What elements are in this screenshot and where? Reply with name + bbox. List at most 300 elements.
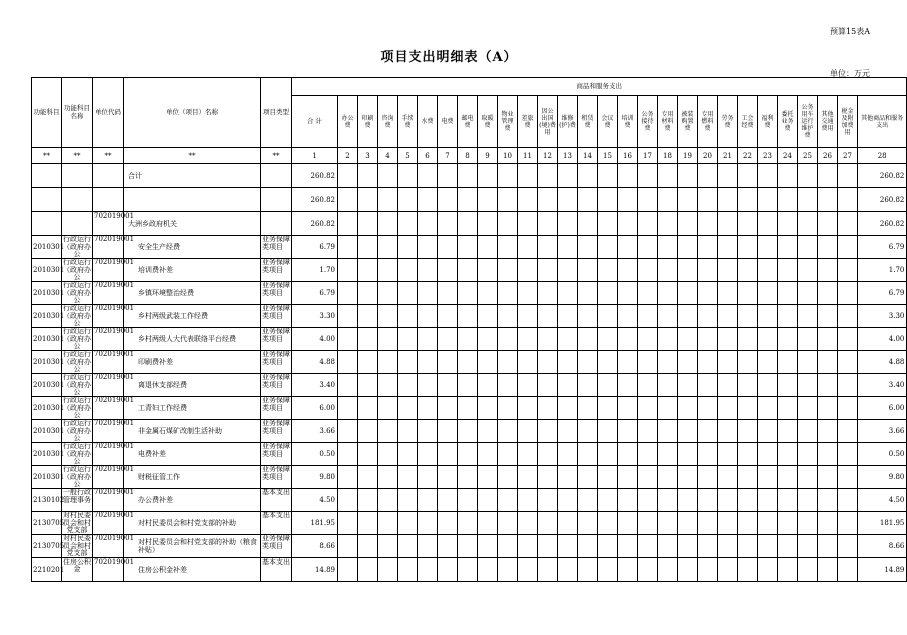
project-type-cell-text: 基本支出 (262, 511, 290, 519)
index-cell: 26 (818, 148, 838, 164)
empty-cell (838, 259, 858, 282)
project-type-cell (261, 466, 292, 489)
empty-cell (718, 351, 738, 374)
empty-cell (338, 236, 358, 259)
total-cell: 3.40 (292, 374, 338, 397)
empty-cell (358, 351, 378, 374)
empty-cell (418, 164, 438, 188)
empty-cell (698, 535, 718, 558)
index-cell: 10 (498, 148, 518, 164)
empty-cell (718, 328, 738, 351)
header-col-27: 税金及附加费用 (838, 96, 858, 148)
empty-cell (338, 420, 358, 443)
empty-cell (338, 374, 358, 397)
empty-cell (498, 374, 518, 397)
empty-cell (498, 535, 518, 558)
header-col-13: 维修(护)费 (558, 96, 578, 148)
table-row (32, 351, 907, 374)
table-row (32, 164, 907, 188)
empty-cell (578, 212, 598, 236)
other-expense-cell: 6.79 (858, 282, 907, 305)
table-row (32, 397, 907, 420)
empty-cell (698, 466, 718, 489)
table-row (32, 236, 907, 259)
empty-cell (598, 420, 618, 443)
empty-cell (338, 443, 358, 466)
table-row (32, 305, 907, 328)
index-cell: 3 (358, 148, 378, 164)
empty-cell (338, 351, 358, 374)
index-cell: ** (62, 148, 93, 164)
func-name-cell-text (63, 165, 91, 187)
empty-cell (778, 282, 798, 305)
empty-cell (498, 420, 518, 443)
func-name-cell (62, 259, 93, 282)
empty-cell (798, 420, 818, 443)
project-type-cell (261, 259, 292, 282)
project-type-cell-text: 基本支出 (262, 488, 290, 496)
index-cell: 12 (538, 148, 558, 164)
empty-cell (378, 489, 398, 512)
header-unit-name: 单位（项目）名称 (124, 78, 261, 148)
empty-cell (738, 188, 758, 212)
empty-cell (358, 466, 378, 489)
other-expense-cell: 3.66 (858, 420, 907, 443)
index-cell: 8 (458, 148, 478, 164)
empty-cell (478, 466, 498, 489)
empty-cell (778, 489, 798, 512)
empty-cell (498, 188, 518, 212)
index-cell: 28 (858, 148, 907, 164)
unit-name-cell: 工青妇工作经费 (124, 397, 261, 420)
unit-code-cell-text: 702019001 (94, 534, 135, 542)
empty-cell (718, 164, 738, 188)
empty-cell (458, 212, 478, 236)
empty-cell (718, 535, 738, 558)
empty-cell (478, 212, 498, 236)
empty-cell (518, 305, 538, 328)
empty-cell (738, 397, 758, 420)
empty-cell (518, 443, 538, 466)
empty-cell (638, 164, 658, 188)
empty-cell (418, 328, 438, 351)
empty-cell (618, 420, 638, 443)
func-name-cell (62, 466, 93, 489)
empty-cell (478, 558, 498, 582)
project-type-cell-text: 业务保障类项目 (262, 442, 290, 458)
empty-cell (718, 443, 738, 466)
empty-cell (358, 164, 378, 188)
empty-cell (658, 374, 678, 397)
empty-cell (798, 374, 818, 397)
empty-cell (578, 305, 598, 328)
empty-cell (678, 443, 698, 466)
other-expense-cell: 4.50 (858, 489, 907, 512)
unit-code-cell (93, 327, 135, 351)
empty-cell (398, 328, 418, 351)
empty-cell (658, 397, 678, 420)
empty-cell (578, 489, 598, 512)
table-row (32, 374, 907, 397)
unit-label: 单位：万元 (830, 69, 870, 78)
empty-cell (378, 374, 398, 397)
func-name-cell (62, 236, 93, 259)
empty-cell (498, 558, 518, 582)
empty-cell (798, 351, 818, 374)
total-cell: 181.95 (292, 512, 338, 535)
total-cell: 260.82 (292, 164, 338, 188)
empty-cell (698, 443, 718, 466)
empty-cell (418, 305, 438, 328)
empty-cell (478, 305, 498, 328)
empty-cell (538, 188, 558, 212)
empty-cell (738, 443, 758, 466)
empty-cell (698, 305, 718, 328)
header-col-18: 专用材料费 (658, 96, 678, 148)
func-name-cell-text (63, 213, 91, 235)
func-name-cell (62, 512, 93, 535)
func-name-cell (62, 374, 93, 397)
empty-cell (538, 374, 558, 397)
other-expense-cell: 260.82 (858, 164, 907, 188)
empty-cell (638, 188, 658, 212)
total-cell: 14.89 (292, 558, 338, 582)
empty-cell (798, 164, 818, 188)
empty-cell (758, 305, 778, 328)
unit-name-cell: 印刷费补差 (124, 351, 261, 374)
func-code-cell: 2010301 (32, 420, 62, 443)
func-name-cell (62, 305, 93, 328)
func-name-cell-text: 行政运行（政府办公 (63, 235, 91, 258)
empty-cell (418, 351, 438, 374)
empty-cell (378, 351, 398, 374)
empty-cell (438, 397, 458, 420)
empty-cell (518, 558, 538, 582)
unit-code-cell (93, 465, 135, 489)
total-cell: 1.70 (292, 259, 338, 282)
empty-cell (578, 466, 598, 489)
empty-cell (718, 259, 738, 282)
other-expense-cell: 4.00 (858, 328, 907, 351)
func-code-cell: 2130102 (32, 489, 62, 512)
empty-cell (438, 443, 458, 466)
empty-cell (438, 236, 458, 259)
header-col-22: 工会经费 (738, 96, 758, 148)
func-code-cell: 2130705 (32, 535, 62, 558)
project-type-cell (261, 420, 292, 443)
empty-cell (678, 374, 698, 397)
func-name-cell (62, 282, 93, 305)
empty-cell (818, 420, 838, 443)
empty-cell (358, 420, 378, 443)
unit-code-cell-text: 702019001 (94, 419, 135, 427)
empty-cell (758, 328, 778, 351)
index-cell: 1 (292, 148, 338, 164)
unit-name-cell: 电费补差 (124, 443, 261, 466)
empty-cell (618, 259, 638, 282)
empty-cell (838, 466, 858, 489)
empty-cell (418, 397, 438, 420)
empty-cell (798, 489, 818, 512)
empty-cell (438, 351, 458, 374)
empty-cell (558, 558, 578, 582)
empty-cell (698, 259, 718, 282)
empty-cell (598, 397, 618, 420)
func-code-cell: 2010301 (32, 328, 62, 351)
empty-cell (558, 328, 578, 351)
index-cell: 6 (418, 148, 438, 164)
empty-cell (478, 374, 498, 397)
empty-cell (518, 351, 538, 374)
empty-cell (798, 212, 818, 236)
index-cell: ** (261, 148, 292, 164)
empty-cell (498, 512, 518, 535)
unit-code-cell-text: 702019001 (94, 211, 135, 220)
other-expense-cell: 6.79 (858, 236, 907, 259)
empty-cell (798, 236, 818, 259)
empty-cell (398, 558, 418, 582)
func-name-cell (62, 558, 93, 582)
empty-cell (718, 374, 738, 397)
empty-cell (658, 212, 678, 236)
func-name-cell-text: 对村民委员会和村党支部 (63, 534, 91, 557)
empty-cell (598, 188, 618, 212)
other-expense-cell: 1.70 (858, 259, 907, 282)
empty-cell (538, 558, 558, 582)
empty-cell (658, 236, 678, 259)
unit-code-cell (93, 258, 135, 282)
header-col-17: 公务接待费 (638, 96, 658, 148)
empty-cell (378, 512, 398, 535)
empty-cell (618, 397, 638, 420)
empty-cell (678, 164, 698, 188)
func-code-cell: 2010301 (32, 282, 62, 305)
empty-cell (398, 236, 418, 259)
empty-cell (558, 535, 578, 558)
empty-cell (338, 328, 358, 351)
empty-cell (358, 443, 378, 466)
empty-cell (618, 328, 638, 351)
empty-cell (758, 282, 778, 305)
empty-cell (378, 188, 398, 212)
header-col-10: 物业管理费 (498, 96, 518, 148)
empty-cell (398, 466, 418, 489)
project-type-cell (261, 212, 292, 236)
empty-cell (678, 328, 698, 351)
empty-cell (638, 489, 658, 512)
unit-code-cell-text: 702019001 (94, 465, 135, 473)
empty-cell (518, 420, 538, 443)
empty-cell (558, 188, 578, 212)
empty-cell (738, 558, 758, 582)
empty-cell (418, 466, 438, 489)
empty-cell (638, 558, 658, 582)
empty-cell (638, 351, 658, 374)
header-group-label: 商品和服务支出 (292, 78, 907, 96)
empty-cell (478, 512, 498, 535)
empty-cell (398, 489, 418, 512)
empty-cell (778, 164, 798, 188)
empty-cell (818, 212, 838, 236)
total-cell: 8.66 (292, 535, 338, 558)
empty-cell (798, 397, 818, 420)
project-type-cell (261, 512, 292, 535)
empty-cell (598, 164, 618, 188)
empty-cell (778, 420, 798, 443)
empty-cell (578, 164, 598, 188)
unit-code-cell (93, 164, 124, 188)
table-row (32, 512, 907, 535)
empty-cell (598, 212, 618, 236)
unit-code-cell-text: 702019001 (94, 511, 135, 519)
empty-cell (618, 305, 638, 328)
empty-cell (358, 236, 378, 259)
empty-cell (578, 351, 598, 374)
empty-cell (398, 282, 418, 305)
form-number-label: 预算15表A (830, 27, 870, 36)
project-type-cell (261, 443, 292, 466)
unit-name-cell: 非金属石煤矿改制生活补助 (124, 420, 261, 443)
empty-cell (718, 282, 738, 305)
unit-code-cell (93, 534, 135, 558)
empty-cell (598, 443, 618, 466)
empty-cell (458, 420, 478, 443)
unit-name-cell (124, 188, 261, 212)
empty-cell (718, 212, 738, 236)
project-type-cell-text: 业务保障类项目 (262, 534, 290, 550)
empty-cell (698, 420, 718, 443)
project-type-cell-text: 业务保障类项目 (262, 304, 290, 320)
empty-cell (798, 535, 818, 558)
empty-cell (838, 489, 858, 512)
empty-cell (498, 259, 518, 282)
func-name-cell (62, 489, 93, 512)
table-row (32, 443, 907, 466)
empty-cell (378, 443, 398, 466)
empty-cell (798, 558, 818, 582)
empty-cell (578, 188, 598, 212)
empty-cell (458, 535, 478, 558)
empty-cell (598, 489, 618, 512)
empty-cell (378, 328, 398, 351)
empty-cell (758, 188, 778, 212)
empty-cell (838, 374, 858, 397)
empty-cell (558, 420, 578, 443)
empty-cell (698, 282, 718, 305)
other-expense-cell: 3.40 (858, 374, 907, 397)
empty-cell (838, 351, 858, 374)
empty-cell (658, 558, 678, 582)
unit-name-cell: 对村民委员会和村党支部的补助（粮食补贴） (124, 535, 261, 558)
empty-cell (638, 236, 658, 259)
total-cell: 6.00 (292, 397, 338, 420)
header-project-type: 项目类型 (261, 78, 292, 148)
other-expense-cell: 8.66 (858, 535, 907, 558)
empty-cell (538, 236, 558, 259)
empty-cell (698, 512, 718, 535)
empty-cell (438, 535, 458, 558)
empty-cell (458, 282, 478, 305)
empty-cell (558, 443, 578, 466)
empty-cell (518, 212, 538, 236)
unit-code-cell-text: 702019001 (94, 442, 135, 450)
header-col-2: 办公费 (338, 96, 358, 148)
empty-cell (758, 351, 778, 374)
empty-cell (678, 558, 698, 582)
empty-cell (558, 164, 578, 188)
empty-cell (398, 259, 418, 282)
empty-cell (778, 351, 798, 374)
empty-cell (518, 188, 538, 212)
header-col-12: 因公出国(境)费用 (538, 96, 558, 148)
empty-cell (538, 443, 558, 466)
empty-cell (458, 328, 478, 351)
unit-code-cell (93, 488, 135, 512)
header-col-26: 其他交通费用 (818, 96, 838, 148)
func-code-cell: 2210201 (32, 558, 62, 582)
header-col-24: 委托业务费 (778, 96, 798, 148)
index-cell: 9 (478, 148, 498, 164)
index-cell: 11 (518, 148, 538, 164)
empty-cell (698, 374, 718, 397)
empty-cell (798, 512, 818, 535)
total-cell: 9.80 (292, 466, 338, 489)
table-body (32, 164, 907, 582)
func-code-cell: 2010301 (32, 351, 62, 374)
func-name-cell (62, 212, 93, 236)
index-cell: 2 (338, 148, 358, 164)
unit-code-cell-text: 702019001 (94, 281, 135, 289)
empty-cell (838, 397, 858, 420)
empty-cell (358, 212, 378, 236)
empty-cell (818, 443, 838, 466)
empty-cell (778, 236, 798, 259)
empty-cell (338, 558, 358, 582)
index-cell: 17 (638, 148, 658, 164)
empty-cell (498, 443, 518, 466)
total-cell: 6.79 (292, 282, 338, 305)
empty-cell (678, 212, 698, 236)
unit-code-cell (93, 211, 135, 236)
unit-name-cell: 办公费补差 (124, 489, 261, 512)
empty-cell (578, 236, 598, 259)
empty-cell (598, 374, 618, 397)
empty-cell (538, 397, 558, 420)
project-type-cell-text: 业务保障类项目 (262, 235, 290, 251)
empty-cell (678, 397, 698, 420)
empty-cell (498, 282, 518, 305)
empty-cell (658, 489, 678, 512)
empty-cell (618, 512, 638, 535)
table-row (32, 259, 907, 282)
empty-cell (378, 535, 398, 558)
empty-cell (738, 420, 758, 443)
func-code-cell: 2010301 (32, 397, 62, 420)
empty-cell (618, 282, 638, 305)
empty-cell (738, 236, 758, 259)
header-func-name: 功能科目名称 (62, 78, 93, 148)
empty-cell (678, 236, 698, 259)
empty-cell (538, 420, 558, 443)
empty-cell (778, 374, 798, 397)
project-type-cell-text (262, 213, 290, 235)
empty-cell (638, 466, 658, 489)
empty-cell (418, 374, 438, 397)
index-cell: 7 (438, 148, 458, 164)
empty-cell (798, 188, 818, 212)
index-cell: 22 (738, 148, 758, 164)
empty-cell (538, 305, 558, 328)
